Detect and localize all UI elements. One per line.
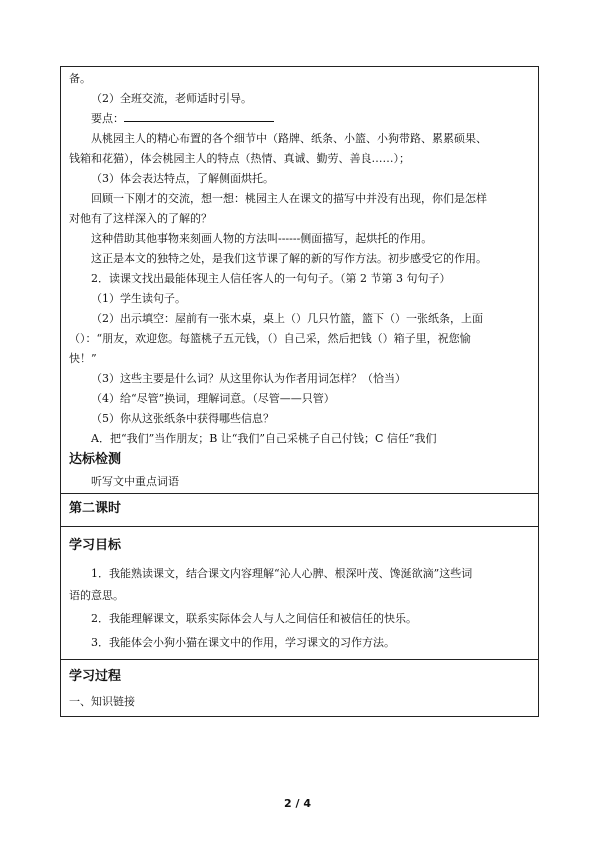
lesson-table <box>60 66 539 717</box>
text-line: （3）体会表达特点，了解侧面烘托。 <box>91 172 274 185</box>
key-points-line <box>69 109 530 129</box>
section-heading-check: 达标检测 <box>69 452 122 467</box>
table-row <box>61 527 539 660</box>
goal-line: 2．我能理解课文，联系实际体会人与人之间信任和被信任的快乐。 <box>91 612 417 625</box>
text-line: 听写文中重点词语 <box>91 475 179 488</box>
fill-in-blank <box>124 109 274 122</box>
text-line: 回顾一下刚才的交流，想一想：桃园主人在课文的描写中并没有出现，你们是怎样 <box>91 192 487 205</box>
table-cell-learning-goals <box>61 527 539 660</box>
table-row <box>61 494 539 527</box>
text-line: （2）全班交流，老师适时引导。 <box>91 92 252 105</box>
goal-line: 语的意思。 <box>69 589 124 602</box>
key-points-label: 要点： <box>91 112 124 125</box>
process-item: 一、知识链接 <box>69 695 135 708</box>
text-line: A．把“我们”当作朋友；B 让“我们”自己采桃子自己付钱；C 信任“我们 <box>91 432 437 445</box>
text-line: 这正是本文的独特之处，是我们这节课了解的新的写作方法。初步感受它的作用。 <box>91 252 487 265</box>
goal-line: 1．我能熟读课文，结合课文内容理解“沁人心脾、根深叶茂、馋涎欲滴”这些词 <box>91 567 473 580</box>
text-line: （5）你从这张纸条中获得哪些信息？ <box>91 412 274 425</box>
text-line: （4）给“尽管”换词，理解词意。（尽管——只管） <box>91 392 335 405</box>
text-line: （3）这些主要是什么词？从这里你认为作者用词怎样？（恰当） <box>91 372 406 385</box>
table-cell-learning-process <box>61 660 539 717</box>
text-line: 从桃园主人的精心布置的各个细节中（路牌、纸条、小篮、小狗带路、累累硕果、 <box>91 132 487 145</box>
table-cell-lesson-content <box>61 67 539 494</box>
text-line: （）：“朋友，欢迎您。每篮桃子五元钱，（）自己采，然后把钱（）箱子里，祝您愉 <box>69 332 471 345</box>
text-line: 快！” <box>69 352 97 365</box>
table-cell-lesson-title <box>61 494 539 527</box>
page-number: 2 / 4 <box>284 797 311 810</box>
text-line: 这种借助其他事物来刻画人物的方法叫------侧面描写，起烘托的作用。 <box>91 232 433 245</box>
goal-line: 3．我能体会小狗小猫在课文中的作用，学习课文的习作方法。 <box>91 636 395 649</box>
text-line: （2）出示填空：屋前有一张木桌，桌上（）几只竹篮，篮下（）一张纸条，上面 <box>91 312 483 325</box>
text-line: 备。 <box>69 72 91 85</box>
text-line: 对他有了这样深入的了解的？ <box>69 212 212 225</box>
text-line: 钱箱和花猫），体会桃园主人的特点（热情、真诚、勤劳、善良……）； <box>69 152 410 165</box>
section-heading-process: 学习过程 <box>69 669 122 684</box>
lesson-title: 第二课时 <box>69 501 122 516</box>
text-line: 2．读课文找出最能体现主人信任客人的一句句子。（第 2 节第 3 句句子） <box>91 272 451 285</box>
table-row <box>61 660 539 717</box>
section-heading-goals: 学习目标 <box>69 538 122 553</box>
table-row <box>61 67 539 494</box>
text-line: （1）学生读句子。 <box>91 292 186 305</box>
